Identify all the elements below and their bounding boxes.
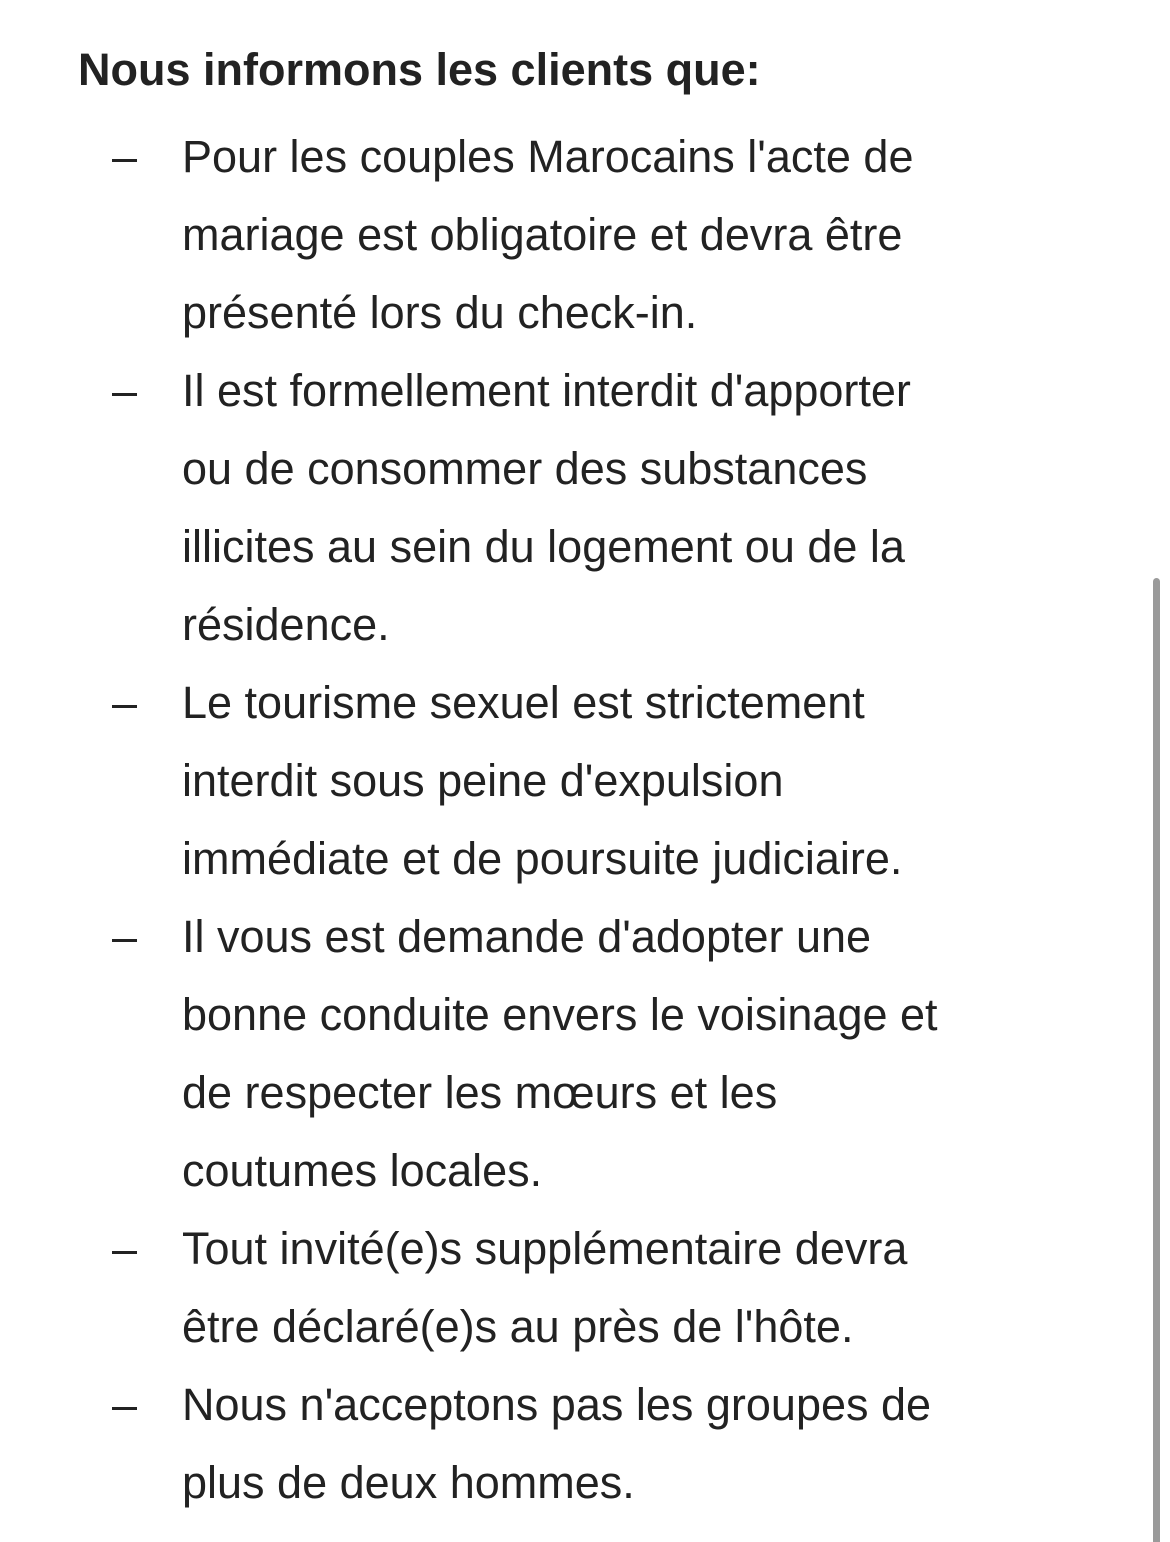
vertical-scrollbar[interactable] [1153, 578, 1160, 1542]
rule-line: Il vous est demande d'adopter une [182, 911, 872, 962]
rule-line: Nous n'acceptons pas les groupes de [182, 1379, 932, 1430]
bullet-dash: – [112, 1223, 138, 1274]
rule-line: Pour les couples Marocains l'acte de [182, 131, 914, 182]
rule-line: illicites au sein du logement ou de la [182, 521, 905, 572]
list-item [0, 352, 1170, 664]
rule-line: mariage est obligatoire et devra être [182, 209, 903, 260]
rule-line: résidence. [182, 599, 390, 650]
bullet-dash: – [112, 1379, 138, 1430]
rule-line: ou de consommer des substances [182, 443, 868, 494]
rules-list [0, 118, 1170, 1522]
list-item [0, 664, 1170, 898]
rule-line: bonne conduite envers le voisinage et [182, 989, 938, 1040]
rule-line: présenté lors du check-in. [182, 287, 698, 338]
list-item [0, 118, 1170, 352]
rule-line: interdit sous peine d'expulsion [182, 755, 784, 806]
bullet-dash: – [112, 677, 138, 728]
bullet-dash: – [112, 911, 138, 962]
list-item [0, 898, 1170, 1210]
bullet-dash: – [112, 131, 138, 182]
rule-text [182, 352, 1062, 664]
page-title: Nous informons les clients que: [78, 44, 761, 95]
bullet-dash: – [112, 365, 138, 416]
rule-text [182, 1210, 1062, 1366]
list-item [0, 1366, 1170, 1522]
rule-text [182, 1366, 1062, 1522]
rule-text [182, 664, 1062, 898]
rule-line: coutumes locales. [182, 1145, 543, 1196]
rule-line: de respecter les mœurs et les [182, 1067, 778, 1118]
rule-line: Le tourisme sexuel est strictement [182, 677, 865, 728]
rule-line: plus de deux hommes. [182, 1457, 635, 1508]
rule-line: immédiate et de poursuite judiciaire. [182, 833, 903, 884]
rule-line: Tout invité(e)s supplémentaire devra [182, 1223, 908, 1274]
rule-line: être déclaré(e)s au près de l'hôte. [182, 1301, 854, 1352]
rule-text [182, 118, 1062, 352]
list-item [0, 1210, 1170, 1366]
rule-text [182, 898, 1062, 1210]
rule-line: Il est formellement interdit d'apporter [182, 365, 911, 416]
